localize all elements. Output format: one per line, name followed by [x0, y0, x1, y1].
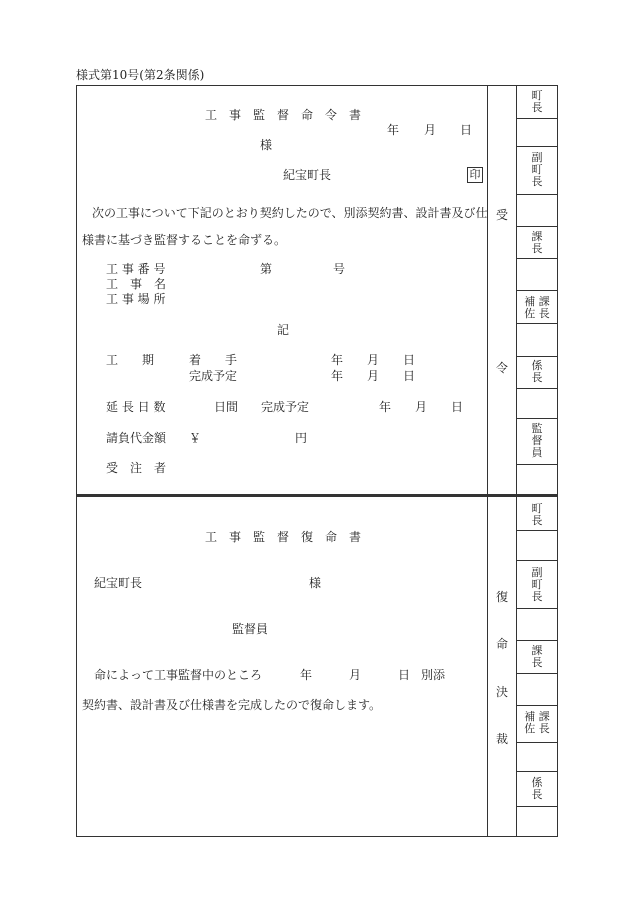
side-char-2: 命: [496, 637, 509, 651]
extension-year: 年: [379, 400, 392, 414]
stamp-grid-line: [516, 742, 558, 743]
stamp-label-section-chief: 課 長: [531, 644, 543, 669]
extension-month: 月: [415, 400, 428, 414]
start-month: 月: [367, 353, 380, 367]
order-body-line2: 様書に基づき監督することを命ずる。: [82, 233, 287, 247]
stamp-label-deputy-mayor: 副 町 長: [531, 566, 543, 603]
field-label-project-number: 工 事 番 号: [106, 262, 166, 276]
stamp-label-section-chief: 課 長: [531, 230, 543, 255]
stamp-grid-line: [516, 705, 558, 706]
stamp-label-assistant-chief: 補 課 佐 長: [524, 710, 550, 735]
stamp-label-subsection-chief: 係 長: [531, 776, 543, 801]
ki-heading: 記: [277, 323, 290, 337]
field-label-project-site: 工 事 場 所: [106, 292, 166, 306]
approval-column-divider: [487, 85, 488, 837]
official-seal-mark: 印: [467, 167, 483, 183]
report-body-line2: 契約書、設計書及び仕様書を完成したので復命します。: [82, 698, 382, 712]
order-date-month: 月: [424, 123, 437, 137]
order-title: 工 事 監 督 命 令 書: [205, 108, 362, 122]
report-title: 工 事 監 督 復 命 書: [205, 530, 362, 544]
project-number-prefix: 第: [260, 262, 273, 276]
stamp-label-mayor: 町 長: [531, 89, 543, 114]
stamp-grid-line: [516, 640, 558, 641]
field-label-contractor: 受 注 者: [106, 461, 167, 475]
report-addressee: 紀宝町長: [94, 576, 143, 590]
issuer-name: 紀宝町長: [283, 168, 332, 182]
report-body-month: 月: [349, 668, 362, 682]
stamp-grid-line: [516, 226, 558, 227]
report-body-day: 日: [398, 668, 411, 682]
stamp-grid-line: [516, 118, 558, 119]
order-date-day: 日: [460, 123, 473, 137]
completion-label: 完成予定: [189, 369, 238, 383]
stamp-label-subsection-chief: 係 長: [531, 359, 543, 384]
stamp-grid-line: [516, 608, 558, 609]
project-number-suffix: 号: [333, 262, 346, 276]
stamp-grid-line: [516, 673, 558, 674]
extension-day: 日: [451, 400, 464, 414]
completion-day: 日: [403, 369, 416, 383]
stamp-grid-line: [516, 530, 558, 531]
start-year: 年: [331, 353, 344, 367]
form-number: 様式第10号(第2条関係): [76, 68, 205, 82]
field-label-project-name: 工 事 名: [106, 277, 167, 291]
completion-month: 月: [367, 369, 380, 383]
stamp-grid-line: [516, 194, 558, 195]
section-divider: [76, 494, 558, 496]
field-label-period: 工 期: [106, 353, 155, 367]
yen-unit: 円: [295, 431, 308, 445]
side-char-3: 決: [496, 685, 509, 699]
side-char-order: 令: [496, 361, 509, 375]
report-frame: [76, 496, 558, 837]
addressee-honorific: 様: [260, 138, 273, 152]
report-body-line1: 命によって工事監督中のところ: [94, 668, 263, 682]
order-date-year: 年: [387, 123, 400, 137]
stamp-grid-line: [516, 323, 558, 324]
stamp-grid-line: [516, 771, 558, 772]
extension-days-unit: 日間: [214, 400, 239, 414]
yen-sign: ￥: [189, 431, 202, 445]
stamp-label-assistant-chief: 補 課 佐 長: [524, 295, 550, 320]
stamp-grid-line: [516, 560, 558, 561]
stamp-grid-line: [516, 806, 558, 807]
stamp-grid-line: [516, 464, 558, 465]
report-body-year: 年: [300, 668, 313, 682]
stamp-label-deputy-mayor: 副 町 長: [531, 151, 543, 188]
order-body-line1: 次の工事について下記のとおり契約したので、別添契約書、設計書及び仕: [92, 206, 488, 220]
start-day: 日: [403, 353, 416, 367]
stamp-grid-line: [516, 146, 558, 147]
stamp-grid-line: [516, 258, 558, 259]
stamp-label-mayor: 町 長: [531, 502, 543, 527]
side-char-4: 裁: [496, 732, 509, 746]
stamp-grid-line: [516, 356, 558, 357]
completion-year: 年: [331, 369, 344, 383]
start-label: 着 手: [189, 353, 238, 367]
field-label-contract-amount: 請負代金額: [106, 431, 167, 445]
stamp-grid-line: [516, 290, 558, 291]
report-body-attached: 別添: [421, 668, 446, 682]
extension-completion-label: 完成予定: [261, 400, 310, 414]
report-honorific: 様: [309, 576, 322, 590]
field-label-extension-days: 延 長 日 数: [106, 400, 166, 414]
stamp-label-supervisor: 監 督 員: [531, 422, 543, 459]
supervisor-label: 監督員: [232, 622, 269, 636]
side-char-receive: 受: [496, 208, 509, 222]
side-char-1: 復: [496, 590, 509, 604]
stamp-grid-line: [516, 418, 558, 419]
stamp-grid-line: [516, 388, 558, 389]
